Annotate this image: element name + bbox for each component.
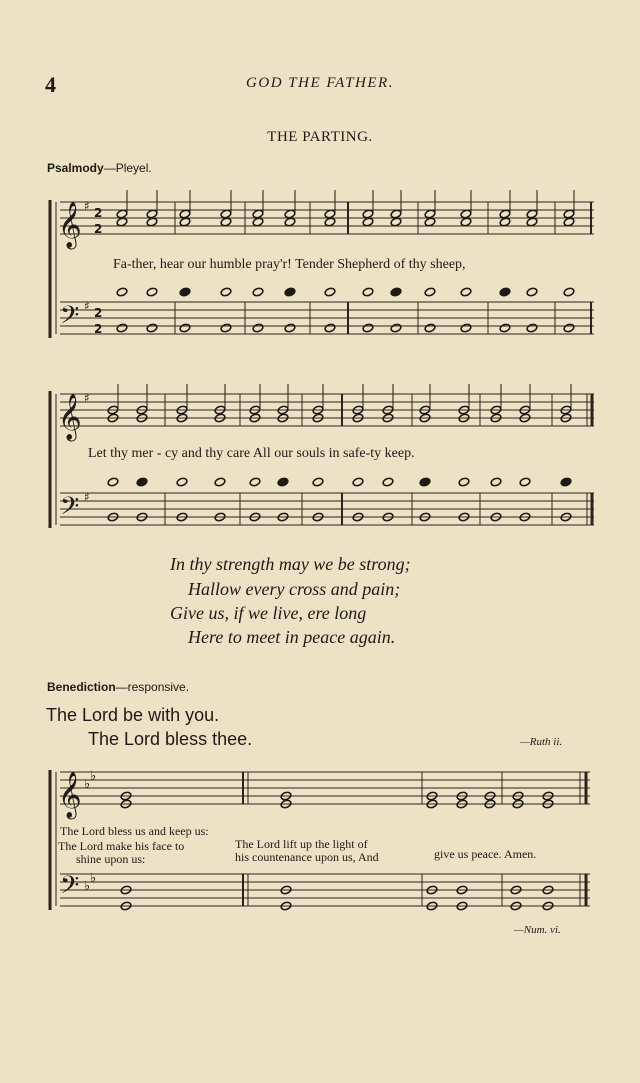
verse-line: Give us, if we live, ere long bbox=[170, 603, 367, 623]
note-head bbox=[424, 323, 436, 333]
note-head bbox=[116, 217, 128, 227]
time-signature bbox=[94, 206, 102, 336]
note-head bbox=[460, 323, 472, 333]
note-head bbox=[284, 217, 296, 227]
note-head bbox=[136, 477, 148, 487]
bass-clef-icon: 𝄢 bbox=[60, 871, 80, 906]
note-head bbox=[284, 209, 296, 219]
note-head bbox=[146, 287, 158, 297]
note-head bbox=[179, 323, 191, 333]
svg-text:2: 2 bbox=[94, 206, 103, 220]
note-head bbox=[424, 287, 436, 297]
note-head bbox=[424, 217, 436, 227]
hymn-title: THE PARTING. bbox=[267, 129, 373, 145]
note-head bbox=[460, 217, 472, 227]
lyrics-line-2: Let thy mer - cy and thy care All our souls in safe-ty keep. bbox=[88, 446, 415, 461]
note-head bbox=[146, 323, 158, 333]
note-head bbox=[352, 477, 364, 487]
svg-text:2: 2 bbox=[94, 322, 103, 336]
svg-text:2: 2 bbox=[94, 222, 103, 236]
note-head bbox=[362, 323, 374, 333]
note-head bbox=[179, 217, 191, 227]
tune-type: Psalmody bbox=[47, 161, 104, 175]
note-head bbox=[220, 217, 232, 227]
note-head bbox=[252, 323, 264, 333]
sharp-icon: ♯ bbox=[84, 391, 90, 405]
note-head bbox=[526, 323, 538, 333]
note-head bbox=[499, 287, 511, 297]
chant-text: give us peace. Amen. bbox=[434, 847, 537, 861]
note-head bbox=[390, 287, 402, 297]
note-head bbox=[116, 287, 128, 297]
staff-1-bass bbox=[60, 302, 594, 334]
sharp-icon: ♯ bbox=[84, 199, 90, 213]
svg-text:2: 2 bbox=[94, 306, 103, 320]
note-head bbox=[176, 477, 188, 487]
note-head bbox=[390, 209, 402, 219]
treble-clef-icon: 𝄞 bbox=[58, 394, 82, 440]
response-line: The Lord bless thee. bbox=[88, 729, 253, 749]
note-head bbox=[563, 217, 575, 227]
note-head bbox=[382, 477, 394, 487]
note-head bbox=[419, 477, 431, 487]
running-title: GOD THE FATHER. bbox=[246, 75, 394, 91]
note-head bbox=[277, 477, 289, 487]
flat-icon: ♭ bbox=[90, 769, 97, 784]
sharp-icon: ♯ bbox=[84, 299, 90, 313]
note-head bbox=[362, 217, 374, 227]
note-head bbox=[146, 217, 158, 227]
note-head bbox=[220, 287, 232, 297]
treble-clef-icon: 𝄞 bbox=[58, 202, 82, 248]
note-head bbox=[220, 209, 232, 219]
note-head bbox=[252, 209, 264, 219]
chant-text: The Lord lift up the light of bbox=[235, 837, 368, 851]
note-head bbox=[252, 217, 264, 227]
treble-clef-icon: 𝄞 bbox=[58, 772, 82, 818]
verse-line: Hallow every cross and pain; bbox=[188, 579, 401, 599]
sharp-icon: ♯ bbox=[84, 490, 90, 504]
benediction-title: Benediction bbox=[47, 680, 116, 694]
lyrics-line-1: Fa-ther, hear our humble pray'r! Tender Shepherd of thy sheep, bbox=[113, 257, 466, 272]
note-head bbox=[390, 323, 402, 333]
note-head bbox=[499, 323, 511, 333]
note-head bbox=[107, 477, 119, 487]
chant-treble bbox=[60, 772, 590, 804]
note-head bbox=[312, 477, 324, 487]
note-head bbox=[563, 323, 575, 333]
benediction-mode: —responsive. bbox=[115, 680, 190, 694]
note-head bbox=[146, 209, 158, 219]
response-line: The Lord be with you. bbox=[46, 705, 220, 725]
flat-icon: ♭ bbox=[84, 879, 91, 894]
note-head bbox=[179, 209, 191, 219]
benediction-label bbox=[47, 680, 189, 694]
note-head bbox=[284, 323, 296, 333]
note-head bbox=[249, 477, 261, 487]
note-head bbox=[560, 477, 572, 487]
note-head bbox=[563, 209, 575, 219]
flat-icon: ♭ bbox=[90, 871, 97, 886]
note-head bbox=[490, 477, 502, 487]
tune-composer: —Pleyel. bbox=[103, 161, 152, 175]
bass-clef-icon: 𝄢 bbox=[60, 301, 80, 336]
chant-text: The Lord make his face to bbox=[58, 839, 185, 853]
note-head bbox=[220, 323, 232, 333]
note-head bbox=[252, 287, 264, 297]
note-head bbox=[362, 287, 374, 297]
note-head bbox=[179, 287, 191, 297]
flat-icon: ♭ bbox=[84, 777, 91, 792]
note-head bbox=[499, 209, 511, 219]
note-head bbox=[460, 209, 472, 219]
chant-text: shine upon us: bbox=[76, 852, 146, 866]
note-head bbox=[563, 287, 575, 297]
note-head bbox=[526, 217, 538, 227]
note-head bbox=[458, 477, 470, 487]
chant-text: The Lord bless us and keep us: bbox=[60, 824, 209, 838]
note-head bbox=[460, 287, 472, 297]
note-head bbox=[390, 217, 402, 227]
note-head bbox=[116, 323, 128, 333]
note-head bbox=[324, 287, 336, 297]
bass-clef-icon: 𝄢 bbox=[60, 492, 80, 527]
note-head bbox=[526, 209, 538, 219]
verse-line: Here to meet in peace again. bbox=[188, 627, 396, 647]
note-head bbox=[499, 217, 511, 227]
chant-text: his countenance upon us, And bbox=[235, 850, 379, 864]
note-head bbox=[214, 477, 226, 487]
scripture-ref: —Ruth ii. bbox=[520, 736, 563, 748]
page-number: 4 bbox=[45, 72, 56, 97]
note-head bbox=[526, 287, 538, 297]
note-head bbox=[324, 217, 336, 227]
scripture-ref: —Num. vi. bbox=[514, 924, 561, 936]
note-head bbox=[116, 209, 128, 219]
note-head bbox=[519, 477, 531, 487]
verse-line: In thy strength may we be strong; bbox=[170, 554, 411, 574]
note-head bbox=[284, 287, 296, 297]
note-head bbox=[424, 209, 436, 219]
note-head bbox=[324, 323, 336, 333]
note-head bbox=[324, 209, 336, 219]
note-head bbox=[362, 209, 374, 219]
